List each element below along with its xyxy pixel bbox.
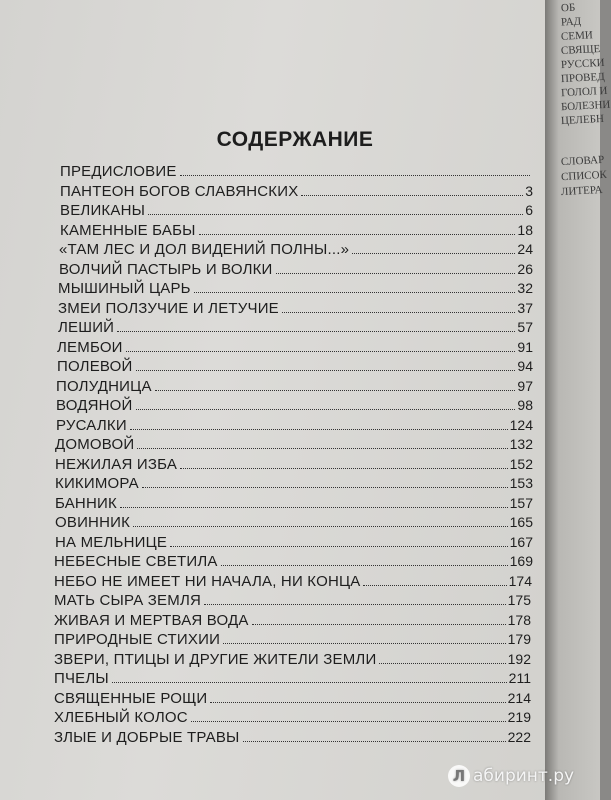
toc-entry-page: 174	[508, 572, 532, 589]
watermark	[448, 765, 574, 787]
facing-page-line: СПИСОК	[560, 168, 608, 184]
dot-leader	[191, 721, 506, 722]
dot-leader	[137, 448, 507, 449]
facing-page-line: СЛОВАР	[560, 153, 605, 169]
toc-entry-title: ПОЛЕВОЙ	[57, 358, 133, 375]
facing-page-line: ЛИТЕРА	[560, 183, 603, 199]
dot-leader	[180, 175, 530, 176]
toc-entry-title: ДОМОВОЙ	[55, 436, 135, 453]
dot-leader	[155, 390, 516, 391]
toc-entry	[54, 631, 531, 648]
toc-entry-page: 57	[517, 319, 533, 335]
dot-leader	[204, 604, 506, 605]
toc-entry-page: 124	[509, 416, 533, 433]
dot-leader	[126, 351, 516, 352]
toc-entry	[54, 612, 531, 629]
dot-leader	[180, 468, 508, 469]
dot-leader	[199, 234, 516, 235]
toc-entry-title: ЗЛЫЕ И ДОБРЫЕ ТРАВЫ	[54, 728, 240, 746]
dot-leader	[136, 370, 516, 371]
toc-entry-title: ЖИВАЯ И МЕРТВАЯ ВОДА	[54, 611, 249, 629]
page-title: СОДЕРЖАНИЕ	[216, 128, 374, 151]
toc-entry-title: НА МЕЛЬНИЦЕ	[55, 533, 168, 551]
toc-entry-title: ВОЛЧИЙ ПАСТЫРЬ И ВОЛКИ	[59, 260, 273, 278]
toc-entry-page: 192	[507, 650, 531, 667]
toc-entry-title: СВЯЩЕННЫЕ РОЩИ	[54, 689, 208, 707]
toc-entry-page: 98	[517, 397, 533, 413]
toc-entry-page: 219	[507, 709, 531, 725]
toc-entry	[55, 495, 533, 512]
toc-entry-title: НЕБЕСНЫЕ СВЕТИЛА	[54, 553, 218, 570]
toc-entry	[54, 573, 532, 590]
facing-page-line: ОБ	[560, 1, 576, 15]
facing-page-line: ПРОВЕД	[560, 70, 605, 86]
toc-entry	[57, 358, 533, 375]
toc-entry-title: МАТЬ СЫРА ЗЕМЛЯ	[54, 592, 202, 609]
dot-leader	[352, 253, 515, 254]
dot-leader	[120, 507, 508, 508]
toc-entry-page: 169	[509, 553, 533, 569]
toc-entry-title: ХЛЕБНЫЙ КОЛОС	[54, 709, 188, 726]
toc-entry	[55, 475, 533, 492]
toc-entry-page: 179	[507, 631, 531, 647]
toc-entry-page: 152	[509, 455, 533, 472]
toc-entry-page: 32	[517, 280, 533, 296]
labirint-logo-icon: Л	[448, 765, 470, 787]
toc-entry	[58, 319, 533, 336]
toc-entry-page: 132	[509, 436, 533, 452]
toc-entry-page: 91	[517, 338, 533, 355]
dot-leader	[194, 292, 516, 293]
facing-page-line: БОЛЕЗНИ	[560, 98, 611, 114]
toc-entry-title: ЗВЕРИ, ПТИЦЫ И ДРУГИЕ ЖИТЕЛИ ЗЕМЛИ	[54, 650, 377, 668]
toc-entry-title: ВЕЛИКАНЫ	[60, 202, 146, 219]
toc-entry	[59, 241, 533, 258]
toc-entry-page: 18	[517, 221, 533, 238]
toc-entry	[54, 553, 533, 570]
toc-entry-title: КАМЕННЫЕ БАБЫ	[60, 221, 196, 239]
toc-entry	[56, 378, 533, 395]
toc-entry	[56, 397, 533, 414]
toc-entry	[54, 651, 531, 668]
toc-entry-page: 26	[517, 260, 533, 277]
toc-entry-title: ОВИННИК	[55, 514, 131, 531]
dot-leader	[282, 312, 516, 313]
toc-entry-title: НЕЖИЛАЯ ИЗБА	[55, 455, 178, 473]
toc-entry-page: 175	[507, 592, 531, 608]
toc-entry	[54, 709, 531, 726]
toc-entry-title: ЗМЕИ ПОЛЗУЧИЕ И ЛЕТУЧИЕ	[58, 299, 279, 317]
toc-entry	[58, 280, 533, 297]
toc-entry-page: 214	[507, 689, 531, 706]
toc-entry	[59, 261, 533, 278]
dot-leader	[379, 663, 505, 664]
toc-entry	[60, 202, 533, 219]
toc-entry	[55, 534, 533, 551]
facing-page-line: ГОЛОЛ И	[560, 84, 608, 100]
dot-leader	[252, 624, 506, 625]
toc-entry-title: ВОДЯНОЙ	[56, 397, 133, 414]
toc-entry-title: КИКИМОРА	[55, 475, 139, 492]
toc-entry-page: 165	[509, 514, 533, 530]
toc-entry	[60, 183, 533, 200]
dot-leader	[148, 214, 523, 215]
dot-leader	[243, 741, 506, 742]
toc-entry	[54, 670, 531, 687]
facing-page-line: СВЯЩЕ	[560, 42, 601, 58]
toc-entry-page: 94	[517, 358, 533, 374]
dot-leader	[223, 643, 506, 644]
dot-leader	[130, 429, 508, 430]
toc-entry-page: 211	[508, 670, 531, 686]
toc-entry-page: 3	[525, 182, 533, 199]
toc-entry	[54, 592, 531, 609]
toc-entry-title: ПАНТЕОН БОГОВ СЛАВЯНСКИХ	[60, 182, 299, 200]
toc-entry-title: ПРИРОДНЫЕ СТИХИИ	[54, 631, 221, 648]
toc-entry	[56, 417, 533, 434]
toc-entry	[57, 339, 533, 356]
toc-entry-page: 97	[517, 377, 533, 394]
dot-leader	[210, 702, 505, 703]
toc-entry-title: ЛЕШИЙ	[58, 319, 115, 336]
toc-entry	[55, 514, 533, 531]
dot-leader	[221, 565, 508, 566]
toc-entry-title: ЛЕМБОИ	[57, 338, 123, 356]
dot-leader	[117, 331, 515, 332]
toc-entry-title: БАННИК	[55, 494, 117, 512]
toc-entry-title: НЕБО НЕ ИМЕЕТ НИ НАЧАЛА, НИ КОНЦА	[54, 572, 361, 590]
toc-entry-page: 6	[525, 202, 533, 218]
dot-leader	[142, 487, 508, 488]
watermark-text: абиринт.ру	[473, 766, 575, 786]
toc-entry-page: 167	[509, 533, 533, 550]
facing-page-line: СЕМИ	[560, 29, 594, 43]
toc-entry	[54, 690, 531, 707]
dot-leader	[276, 273, 516, 274]
dot-leader	[301, 195, 523, 196]
facing-page-line: РАД	[560, 15, 582, 29]
dot-leader	[133, 526, 508, 527]
toc-entry	[60, 163, 532, 180]
dot-leader	[112, 682, 507, 683]
toc-entry	[55, 456, 533, 473]
facing-page-line: РУССКИ	[560, 56, 605, 72]
facing-page-line: ЦЕЛЕБН	[560, 112, 605, 128]
toc-entry-page: 37	[517, 299, 533, 316]
dot-leader	[170, 546, 508, 547]
toc-entry	[54, 729, 531, 746]
toc-entry-page: 24	[517, 241, 533, 257]
toc-entry-title: «ТАМ ЛЕС И ДОЛ ВИДЕНИЙ ПОЛНЫ...»	[59, 241, 350, 258]
dot-leader	[363, 585, 506, 586]
toc-entry-title: МЫШИНЫЙ ЦАРЬ	[58, 280, 191, 297]
toc-entry-title: ПЧЕЛЫ	[54, 670, 109, 687]
toc-entry-title: ПОЛУДНИЦА	[56, 377, 152, 395]
toc-entry-title: РУСАЛКИ	[56, 416, 127, 434]
toc-entry	[58, 300, 533, 317]
toc-entry	[55, 436, 533, 453]
toc-entry-page: 178	[507, 611, 531, 628]
dot-leader	[136, 409, 516, 410]
toc-entry-page: 157	[509, 494, 533, 511]
toc-entry-page: 153	[509, 475, 533, 491]
toc-entry-title: ПРЕДИСЛОВИЕ	[60, 163, 177, 180]
toc-entry	[60, 222, 533, 239]
toc-entry-page: 222	[507, 728, 531, 745]
